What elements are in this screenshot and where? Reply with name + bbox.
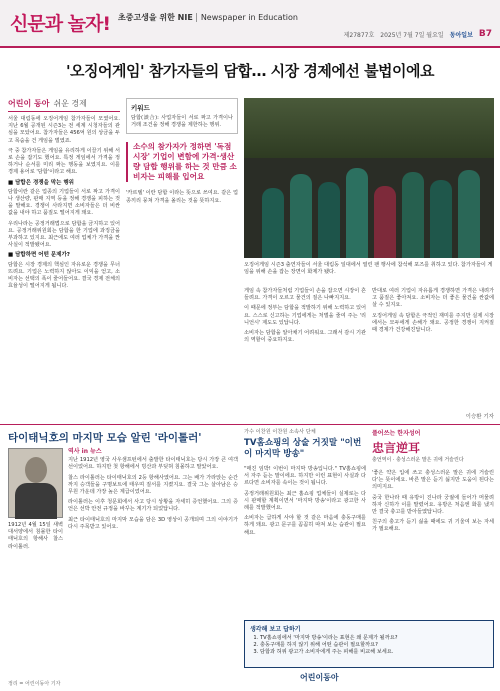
footer-logo: 어린이동아 xyxy=(300,673,339,682)
footer-byline: 정리 = 어린이동아 기자 xyxy=(8,681,61,687)
idiom-body xyxy=(372,470,494,630)
photo-figure xyxy=(318,182,340,258)
paragraph: 공정거래위원회는 최근 홈쇼핑 업체들이 실제로는 다시 판매할 계획이면서 '마지막 방송'이라고 광고한 사례를 적발했어요. xyxy=(244,490,366,512)
story2-side-caption xyxy=(8,522,63,688)
paragraph: 담합이란 같은 업종의 기업들이 서로 짜고 가격이나 생산량, 판매 지역 등을 정해 경쟁을 피하는 것을 말해요. 경쟁이 사라지면 소비자들은 더 비싼 값을 내야 하고 품질도 떨어지게 돼요. xyxy=(8,188,120,217)
newspaper-brand: 동아일보 xyxy=(449,31,473,39)
photo-background xyxy=(244,98,494,158)
paragraph: 중국 한나라 때 유방이 진나라 궁궐에 들어가 머물려 하자 신하가 이를 말렸어요. 유방은 처음엔 화를 냈지만 결국 충고를 받아들였답니다. xyxy=(372,494,494,516)
photo-caption: 오징어게임 시즌3 출연자들이 서울 대림동 일대에서 열린 팬 행사에 참석해 포즈를 취하고 있다. 참가자들이 게임을 위해 손을 잡는 장면이 화제가 됐다. xyxy=(244,262,493,275)
story3-kicker: 가수 이찬원 이찬원 소속사 단체 xyxy=(244,429,316,435)
masthead xyxy=(0,0,500,48)
paragraph: 담합은 시장 경제의 핵심인 자유로운 경쟁을 무너뜨려요. 기업은 노력하지 않아도 이익을 얻고, 소비자는 선택의 폭이 줄어들어요. 결국 경제 전체의 효율성이 떨어지게 됩니다. xyxy=(8,261,120,290)
paragraph: 1912년 4월 15일 새벽 대서양에서 침몰한 타이태닉호의 항해사 찰스 라이톨러. xyxy=(8,522,63,550)
story3-headline: TV홈쇼핑의 상술 거짓말 "이번이 마지막 방송" xyxy=(244,438,362,459)
photo-figure xyxy=(458,170,480,258)
quiz-item: 3. 담합과 허위 광고가 소비자에게 주는 피해를 비교해 보세요. xyxy=(260,649,488,656)
tagline-sub: Newspaper in Education xyxy=(196,13,298,22)
quiz-item: 1. TV홈쇼핑에서 '마지막 방송'이라는 표현은 왜 문제가 될까요? xyxy=(260,635,488,642)
paragraph: 이 때문에 정부는 담합을 적발하기 위해 노력하고 있어요. 스스로 신고하는 기업에게는 처벌을 줄여 주는 '리니언시' 제도도 있답니다. xyxy=(244,305,366,326)
photo-figure xyxy=(262,188,284,258)
paragraph: 오징어게임 속 담합은 극적인 재미를 주지만 실제 시장에서는 모두에게 손해가 돼요. 공정한 경쟁이 지켜질 때 경제가 건강해진답니다. xyxy=(372,312,494,334)
idiom-word: 忠言逆耳 xyxy=(372,441,421,455)
portrait-photo xyxy=(8,448,63,518)
photo-figure xyxy=(430,180,452,258)
paragraph: 친구의 충고가 듣기 싫을 때에도 귀 기울여 보는 자세가 필요해요. xyxy=(372,519,494,533)
paragraph: 소비자는 담합을 알아채기 어려워요. 그래서 감시 기관의 역할이 중요하지요. xyxy=(244,330,366,344)
subhead: ■ 담합하면 어떤 문제가? xyxy=(8,252,70,259)
article-photo xyxy=(244,98,494,258)
paragraph: 라이톨러는 이후 청문회에서 사고 당시 상황을 자세히 증언했어요. 그의 증언은 선박 안전 규정을 바꾸는 계기가 되었답니다. xyxy=(68,499,238,513)
paragraph: 최근 타이태닉호의 마지막 모습을 담은 3D 영상이 공개되며 그의 이야기가 다시 주목받고 있어요. xyxy=(68,516,238,530)
quiz-box xyxy=(244,620,494,668)
issue-number: 제27877호 xyxy=(343,31,375,39)
paragraph: "매진 임박! 이번이 마지막 방송입니다." TV홈쇼핑에서 자주 듣는 말이에요. 하지만 이런 표현이 사실과 다르다면 소비자를 속이는 것이 됩니다. xyxy=(244,466,366,487)
page-number: B7 xyxy=(478,29,492,39)
section-title xyxy=(8,98,120,112)
middle-column xyxy=(126,98,238,308)
story2-label: 역사 in 뉴스 xyxy=(68,448,102,455)
subhead: ■ 담합은 경쟁을 막는 행위 xyxy=(8,179,74,186)
article-column-4 xyxy=(372,288,494,420)
section-tagline xyxy=(118,12,298,23)
idiom-heading: 풀어쓰는 한자성어 xyxy=(372,430,421,437)
article-byline: 이승환 기자 xyxy=(465,414,494,420)
paragraph: 게임 속 참가자들처럼 기업들이 손을 잡으면 시장이 흔들려요. 가격이 오르고 물건의 질은 나빠지지요. xyxy=(244,288,366,302)
photo-figure xyxy=(290,174,312,258)
section-sub: 쉬운 경제 xyxy=(53,99,87,108)
keyword-text: 담합(談合): 사업자들이 서로 짜고 가격이나 거래 조건을 정해 경쟁을 제한하는 행위. xyxy=(131,115,233,129)
quiz-title: 생각해 보고 답하기 xyxy=(250,626,301,633)
paragraph: 소비자는 급하게 사야 할 것 같은 마음에 충동구매를 하게 돼요. 광고 문구를 꼼꼼히 따져 보는 습관이 필요해요. xyxy=(244,515,366,536)
story2-headline: 타이태닉호의 마지막 모습 알린 '라이톨러' xyxy=(8,432,202,444)
article-body xyxy=(8,116,120,290)
issue-date: 2025년 7월 7일 월요일 xyxy=(380,31,444,39)
portrait-coat xyxy=(15,483,57,519)
issue-meta xyxy=(344,29,492,39)
paragraph: 극 중 참가자들은 게임을 유리하게 이끌기 위해 서로 손을 잡기도 했어요. 특정 게임에서 가격을 정하거나 순서를 미리 짜는 행동을 보였지요. 이를 경제 용어로 '담합'이라고 해요. xyxy=(8,147,120,176)
story2-body xyxy=(68,448,238,688)
paragraph: '좋은 약은 입에 쓰고 충성스러운 말은 귀에 거슬린다'는 뜻이에요. 바른 말은 듣기 싫지만 도움이 된다는 의미지요. xyxy=(372,470,494,491)
pull-quote: 소수의 참가자가 정하면 '독점 시장' 기업이 변함에 가격·생산량 담합 행위를 하는 것 만큼 소비자는 피해를 입어요 xyxy=(126,142,238,182)
paragraph: 지난 1912년 영국 사우샘프턴에서 출발한 타이태닉호는 당시 가장 큰 여객선이었어요. 하지만 첫 항해에서 빙산과 부딪혀 침몰하고 말았어요. xyxy=(68,457,238,471)
main-headline: '오징어게임' 참가자들의 담합… 시장 경제에선 불법이에요 xyxy=(65,62,435,80)
article-column-3 xyxy=(244,288,366,420)
left-column xyxy=(8,98,120,420)
photo-figure xyxy=(346,168,368,258)
idiom-box xyxy=(372,428,494,464)
photo-figure xyxy=(374,186,396,258)
paragraph: 우리나라는 공정거래법으로 담합을 금지하고 있어요. 공정거래위원회는 담합을 한 기업에 과징금을 부과하고 있지요. 최근에도 여러 업체가 가격을 짠 사실이 적발됐어요. xyxy=(8,220,120,249)
portrait-face xyxy=(25,457,47,483)
keyword-title: 키워드 xyxy=(131,104,150,112)
tagline-main: 초중고생을 위한 NIE xyxy=(118,13,193,22)
section-divider xyxy=(0,424,500,425)
idiom-meaning: 충언역이 · 충성스러운 말은 귀에 거슬린다 xyxy=(372,457,464,463)
paragraph: 찰스 라이톨러는 타이태닉호의 2등 항해사였어요. 그는 배가 가라앉는 순간까지 승객들을 구명보트에 태우며 질서를 지켰지요. 결국 그는 살아남은 승무원 가운데 가장 높은 계급이었어요. xyxy=(68,474,238,496)
paragraph: '카르텔' 이란 담합 이라는 뜻으로 쓰여요. 같은 업종끼리 뭉쳐 가격을 올리는 것을 뜻하지요. xyxy=(126,190,238,204)
keyword-box xyxy=(126,98,238,134)
paragraph: 서울 대림동에 오징어게임 참가자들이 모였어요. 지난 6월 공개된 시즌3는 전 세계 시청자들의 관심을 모았어요. 참가자들은 456억 원의 상금을 두고 목숨을 건 게임을 벌였죠. xyxy=(8,116,120,144)
section-name: 어린이 동아 xyxy=(8,99,50,108)
quiz-list xyxy=(250,635,488,656)
paragraph: 반대로 여러 기업이 자유롭게 경쟁하면 가격은 내려가고 품질은 좋아져요. 소비자는 더 좋은 물건을 싼값에 살 수 있지요. xyxy=(372,288,494,309)
quiz-item: 2. 충동구매를 하지 않기 위해 어떤 습관이 필요할까요? xyxy=(260,642,488,649)
section-logo: 신문과 놀자! xyxy=(10,13,111,35)
photo-figure xyxy=(402,172,424,258)
